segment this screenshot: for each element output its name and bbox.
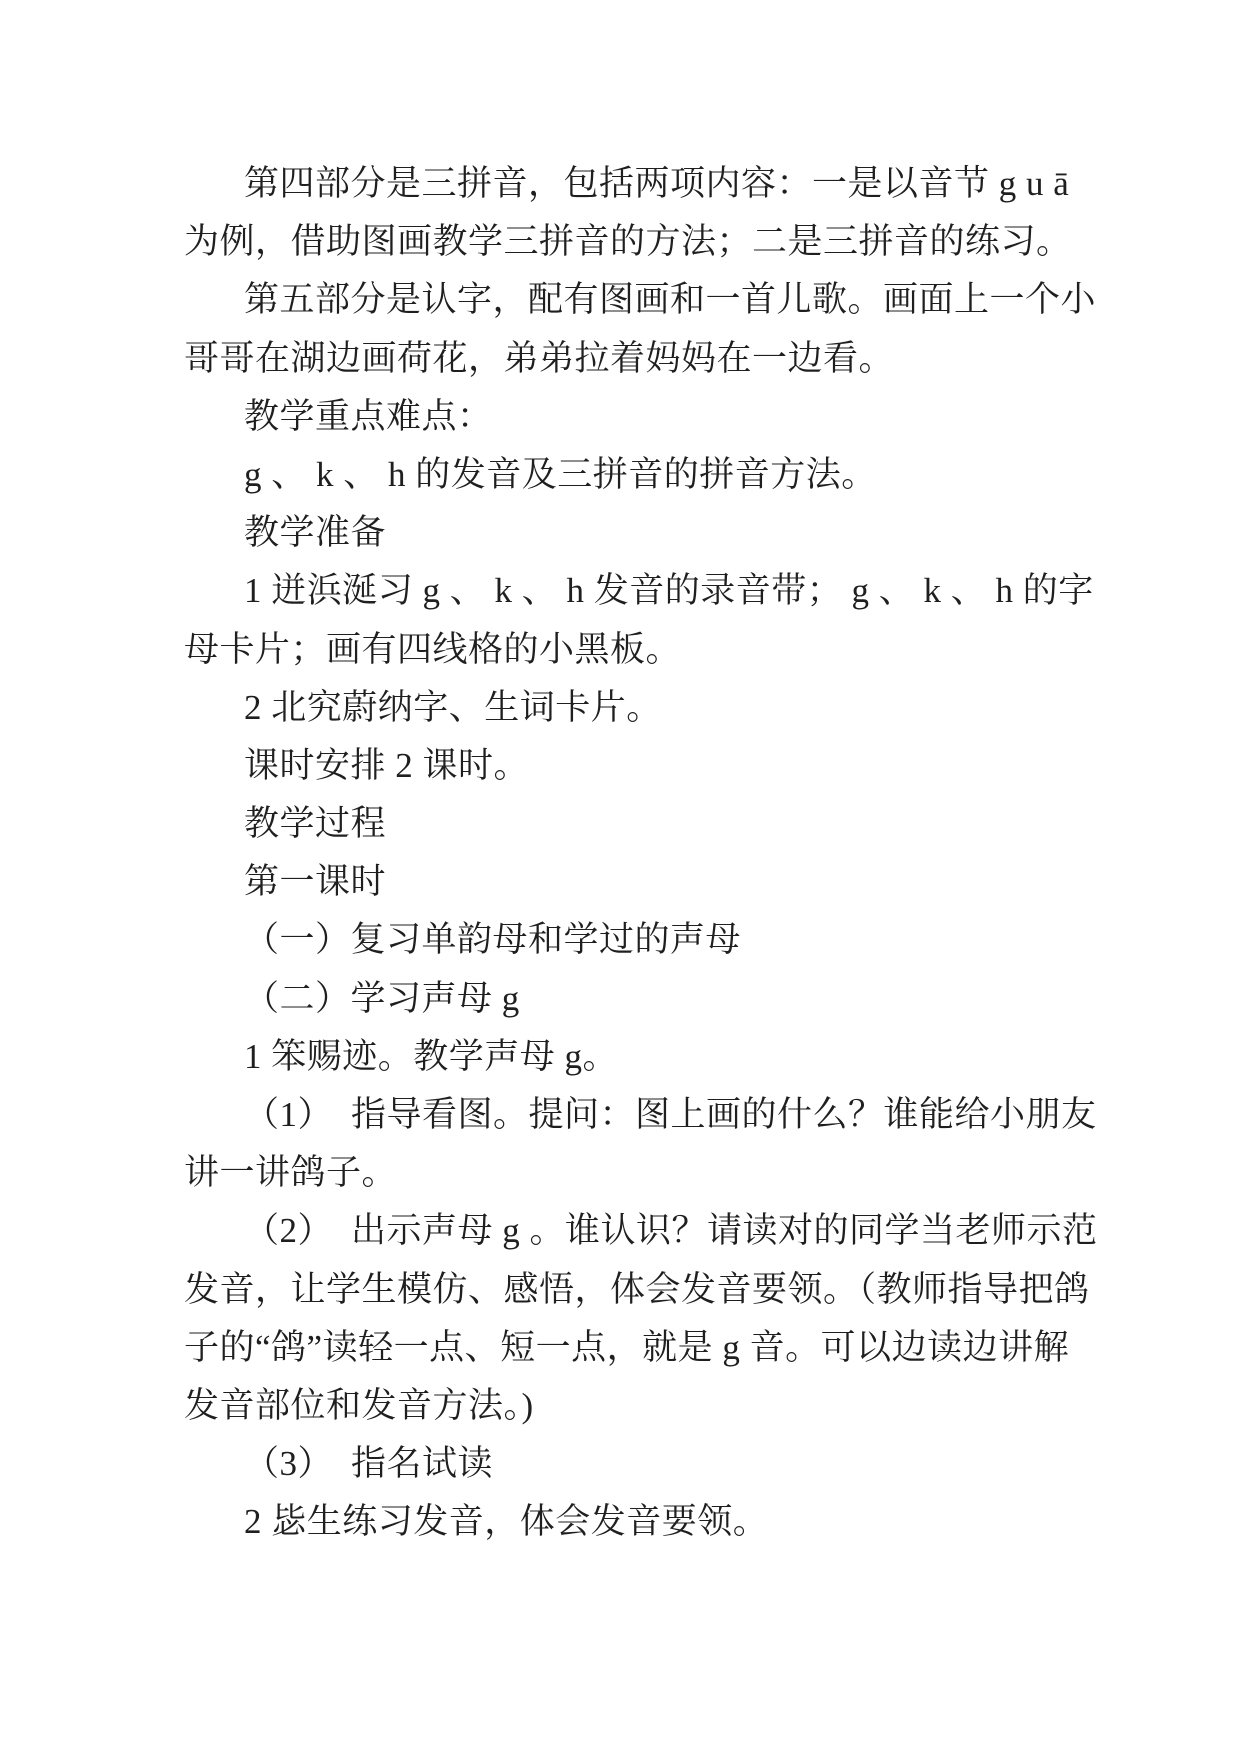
text-line: 教学过程 [244,804,387,844]
text-line: 为例，借助图画教学三拼音的方法；二是三拼音的练习。 [184,222,1072,262]
text-line: 发音部位和发音方法。) [184,1385,534,1425]
text-line: 第四部分是三拼音，包括两项内容：一是以音节 g u ā [244,164,1070,203]
text-line: 2 毖生练习发音，体会发音要领。 [244,1502,769,1542]
text-line: （一）复习单韵母和学过的声母 [244,920,742,960]
text-line: 2 北究蔚纳字、生词卡片。 [244,687,662,727]
text-line: （1） 指导看图。提问：图上画的什么？谁能给小朋友 [244,1095,1097,1134]
text-line: 发音，让学生模仿、感悟，体会发音要领。（教师指导把鸽 [184,1269,1090,1309]
text-line: （3） 指名试读 [244,1444,494,1484]
text-line: 教学准备 [244,513,387,553]
text-line: 子的“鸽”读轻一点、短一点，就是 g 音。可以边读边讲解 [184,1327,1070,1367]
text-line: （二）学习声母 g [244,978,520,1018]
text-line: 母卡片；画有四线格的小黑板。 [184,629,682,669]
document-text-block [184,155,1144,1552]
text-line: （2） 出示声母 g 。谁认识？请读对的同学当老师示范 [244,1211,1098,1251]
text-line: 讲一讲鸽子。 [184,1153,398,1193]
text-line: g 、 k 、 h 的发音及三拼音的拼音方法。 [244,454,877,494]
text-line: 教学重点难点： [244,396,493,436]
text-line: 1 迸浜涎习 g 、 k 、 h 发音的录音带； g 、 k 、 h 的字 [244,571,1094,611]
text-line: 1 笨赐迹。教学声母 g。 [244,1036,619,1076]
text-line: 第五部分是认字，配有图画和一首儿歌。画面上一个小 [244,280,1097,320]
text-line: 哥哥在湖边画荷花，弟弟拉着妈妈在一边看。 [184,338,895,378]
text-line: 第一课时 [244,862,387,902]
text-line: 课时安排 2 课时。 [244,745,530,785]
